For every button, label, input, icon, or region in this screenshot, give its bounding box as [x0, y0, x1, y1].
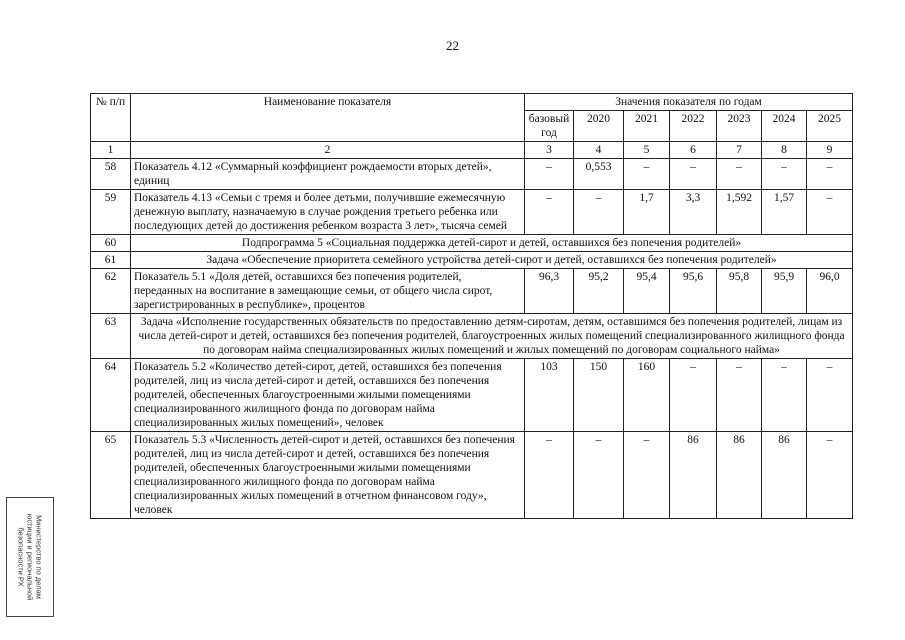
value-cell: – — [525, 159, 574, 190]
index-cell: 7 — [717, 142, 762, 159]
value-cell: – — [574, 432, 624, 519]
value-cell: – — [807, 432, 853, 519]
index-cell: 6 — [670, 142, 717, 159]
row-number: 64 — [91, 359, 131, 432]
stamp-text — [17, 498, 44, 616]
value-cell: 3,3 — [670, 190, 717, 235]
stamp-line: Министерство по делам — [34, 515, 44, 599]
header-year: базовый год — [525, 111, 574, 142]
stamp-line: юстиции и региональной — [25, 513, 35, 601]
stamp-line: безопасности РХ — [16, 527, 26, 587]
row-number: 65 — [91, 432, 131, 519]
value-cell: 95,4 — [624, 269, 670, 314]
table-row — [91, 269, 853, 314]
value-cell: 103 — [525, 359, 574, 432]
indicator-name: Показатель 5.2 «Количество детей-сирот, детей, оставшихся без попечения родителей, лиц из числа детей-сирот и детей, оставшихся без попечения родителей, обеспеченных благоустроенными жилыми помещениями специализированного жилищного фонда по договорам найма специализированных жилых помещений», человек — [131, 359, 525, 432]
value-cell: – — [624, 159, 670, 190]
value-cell: – — [762, 159, 807, 190]
value-cell: 150 — [574, 359, 624, 432]
value-cell: 160 — [624, 359, 670, 432]
header-year: 2021 — [624, 111, 670, 142]
value-cell: – — [525, 432, 574, 519]
value-cell: – — [717, 159, 762, 190]
value-cell: – — [807, 159, 853, 190]
value-cell: 95,6 — [670, 269, 717, 314]
value-cell: 1,592 — [717, 190, 762, 235]
value-cell: – — [717, 359, 762, 432]
value-cell: 95,8 — [717, 269, 762, 314]
indicator-name: Показатель 5.3 «Численность детей-сирот и детей, оставшихся без попечения родителей, лиц из числа детей-сирот и детей, оставшихся без попечения родителей, обеспеченных благоустроенными жилыми помещениями специализированного жилищного фонда по договорам найма специализированных жилых помещений в отчетном финансовом году», человек — [131, 432, 525, 519]
value-cell: – — [807, 190, 853, 235]
header-year: 2023 — [717, 111, 762, 142]
indicators-table — [90, 93, 853, 519]
index-cell: 8 — [762, 142, 807, 159]
value-cell: – — [762, 359, 807, 432]
row-number: 62 — [91, 269, 131, 314]
index-cell: 2 — [131, 142, 525, 159]
ministry-stamp — [6, 497, 54, 617]
header-values: Значения показателя по годам — [525, 94, 853, 111]
header-name: Наименование показателя — [131, 94, 525, 142]
value-cell: 95,2 — [574, 269, 624, 314]
indicator-name: Показатель 4.13 «Семьи с тремя и более детьми, получившие ежемесячную денежную выплату, назначаемую в случае рождения третьего ребенка или последующих детей до достижения ребенком возраста 3 лет», тысяча семей — [131, 190, 525, 235]
indicator-name: Показатель 4.12 «Суммарный коэффициент рождаемости вторых детей», единиц — [131, 159, 525, 190]
row-number: 63 — [91, 314, 131, 359]
value-cell: – — [525, 190, 574, 235]
index-cell: 9 — [807, 142, 853, 159]
header-num: № п/п — [91, 94, 131, 142]
header-row — [91, 94, 853, 111]
table-row — [91, 432, 853, 519]
value-cell: – — [670, 159, 717, 190]
section-title: Подпрограмма 5 «Социальная поддержка детей-сирот и детей, оставшихся без попечения родителей» — [131, 235, 853, 252]
value-cell: – — [807, 359, 853, 432]
value-cell: 86 — [717, 432, 762, 519]
header-year: 2024 — [762, 111, 807, 142]
value-cell: 86 — [762, 432, 807, 519]
value-cell: 95,9 — [762, 269, 807, 314]
row-number: 61 — [91, 252, 131, 269]
value-cell: 96,0 — [807, 269, 853, 314]
value-cell: – — [670, 359, 717, 432]
table-row — [91, 159, 853, 190]
section-title: Задача «Обеспечение приоритета семейного устройства детей-сирот и детей, оставшихся без попечения родителей» — [131, 252, 853, 269]
header-year: 2025 — [807, 111, 853, 142]
index-cell: 3 — [525, 142, 574, 159]
header-year: 2022 — [670, 111, 717, 142]
index-cell: 4 — [574, 142, 624, 159]
page-number: 22 — [446, 38, 459, 53]
section-title: Задача «Исполнение государственных обязательств по предоставлению детям-сиротам, детям, оставшимся без попечения родителей, лицам из числа детей-сирот и детей, оставшихся без попечения родителей, благоустроенных жилых помещений специализированного жилищного фонда по договорам найма специализированных жилых помещений и жилых помещений по договорам социального найма» — [131, 314, 853, 359]
section-row — [91, 235, 853, 252]
row-number: 58 — [91, 159, 131, 190]
table-row — [91, 359, 853, 432]
value-cell: 1,57 — [762, 190, 807, 235]
header-year: 2020 — [574, 111, 624, 142]
section-row — [91, 252, 853, 269]
value-cell: 86 — [670, 432, 717, 519]
index-cell: 1 — [91, 142, 131, 159]
section-row — [91, 314, 853, 359]
row-number: 59 — [91, 190, 131, 235]
value-cell: 1,7 — [624, 190, 670, 235]
row-number: 60 — [91, 235, 131, 252]
value-cell: – — [574, 190, 624, 235]
value-cell: 96,3 — [525, 269, 574, 314]
value-cell: 0,553 — [574, 159, 624, 190]
value-cell: – — [624, 432, 670, 519]
table-row — [91, 190, 853, 235]
index-cell: 5 — [624, 142, 670, 159]
indicator-name: Показатель 5.1 «Доля детей, оставшихся без попечения родителей, переданных на воспитание в замещающие семьи, от общего числа сирот, зарегистрированных в республике», процентов — [131, 269, 525, 314]
index-row — [91, 142, 853, 159]
